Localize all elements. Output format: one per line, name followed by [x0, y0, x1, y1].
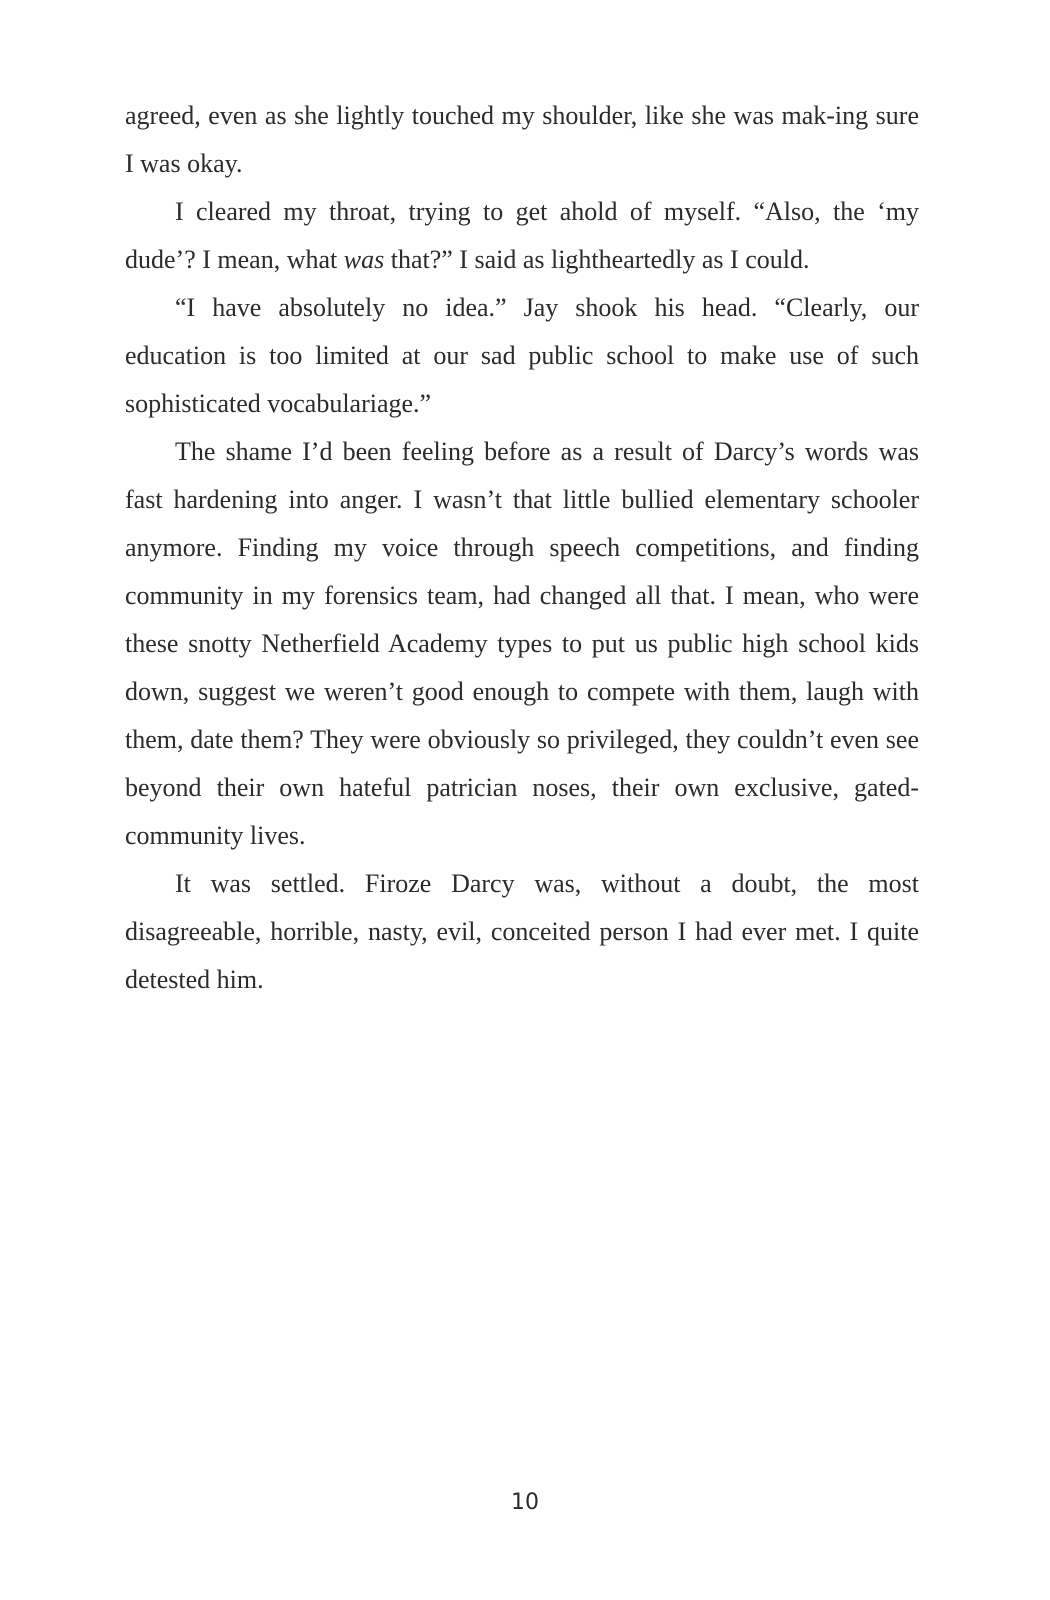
paragraph-5 [125, 860, 919, 1004]
paragraph-2-emphasis: was [343, 245, 385, 274]
paragraph-2-text-a: I cleared my throat, trying to get ahold of myself. “Also, the ‘my dude’? I mean, what [125, 197, 919, 274]
paragraph-4-text: The shame I’d been feeling before as a result of Darcy’s words was fast hardening into anger. I wasn’t that little bullied elementary schooler anymore. Finding my voice through speech competitions, and finding community in my forensics team, had changed all that. I mean, who were these snotty Netherfield Academy types to put us public high school kids down, suggest we weren’t good enough to compete with them, laugh with them, date them? They were obviously so privileged, they couldn’t even see beyond their own hateful patrician noses, their own exclusive, gated-community lives. [125, 437, 919, 850]
page-number: 10 [511, 1490, 539, 1515]
paragraph-2-text-b: that?” I said as lightheartedly as I could. [384, 245, 810, 274]
paragraph-3 [125, 284, 919, 428]
paragraph-3-text: “I have absolutely no idea.” Jay shook his head. “Clearly, our education is too limited at our sad public school to make use of such sophisticated vocabulariage.” [125, 293, 919, 418]
paragraph-1-text: agreed, even as she lightly touched my shoulder, like she was mak-ing sure I was okay. [125, 101, 919, 178]
paragraph-5-text: It was settled. Firoze Darcy was, without a doubt, the most disagreeable, horrible, nasty, evil, conceited person I had ever met. I quite detested him. [125, 869, 919, 994]
paragraph-4 [125, 428, 919, 860]
paragraph-1 [125, 92, 919, 188]
paragraph-2 [125, 188, 919, 284]
body-text [125, 92, 919, 1004]
